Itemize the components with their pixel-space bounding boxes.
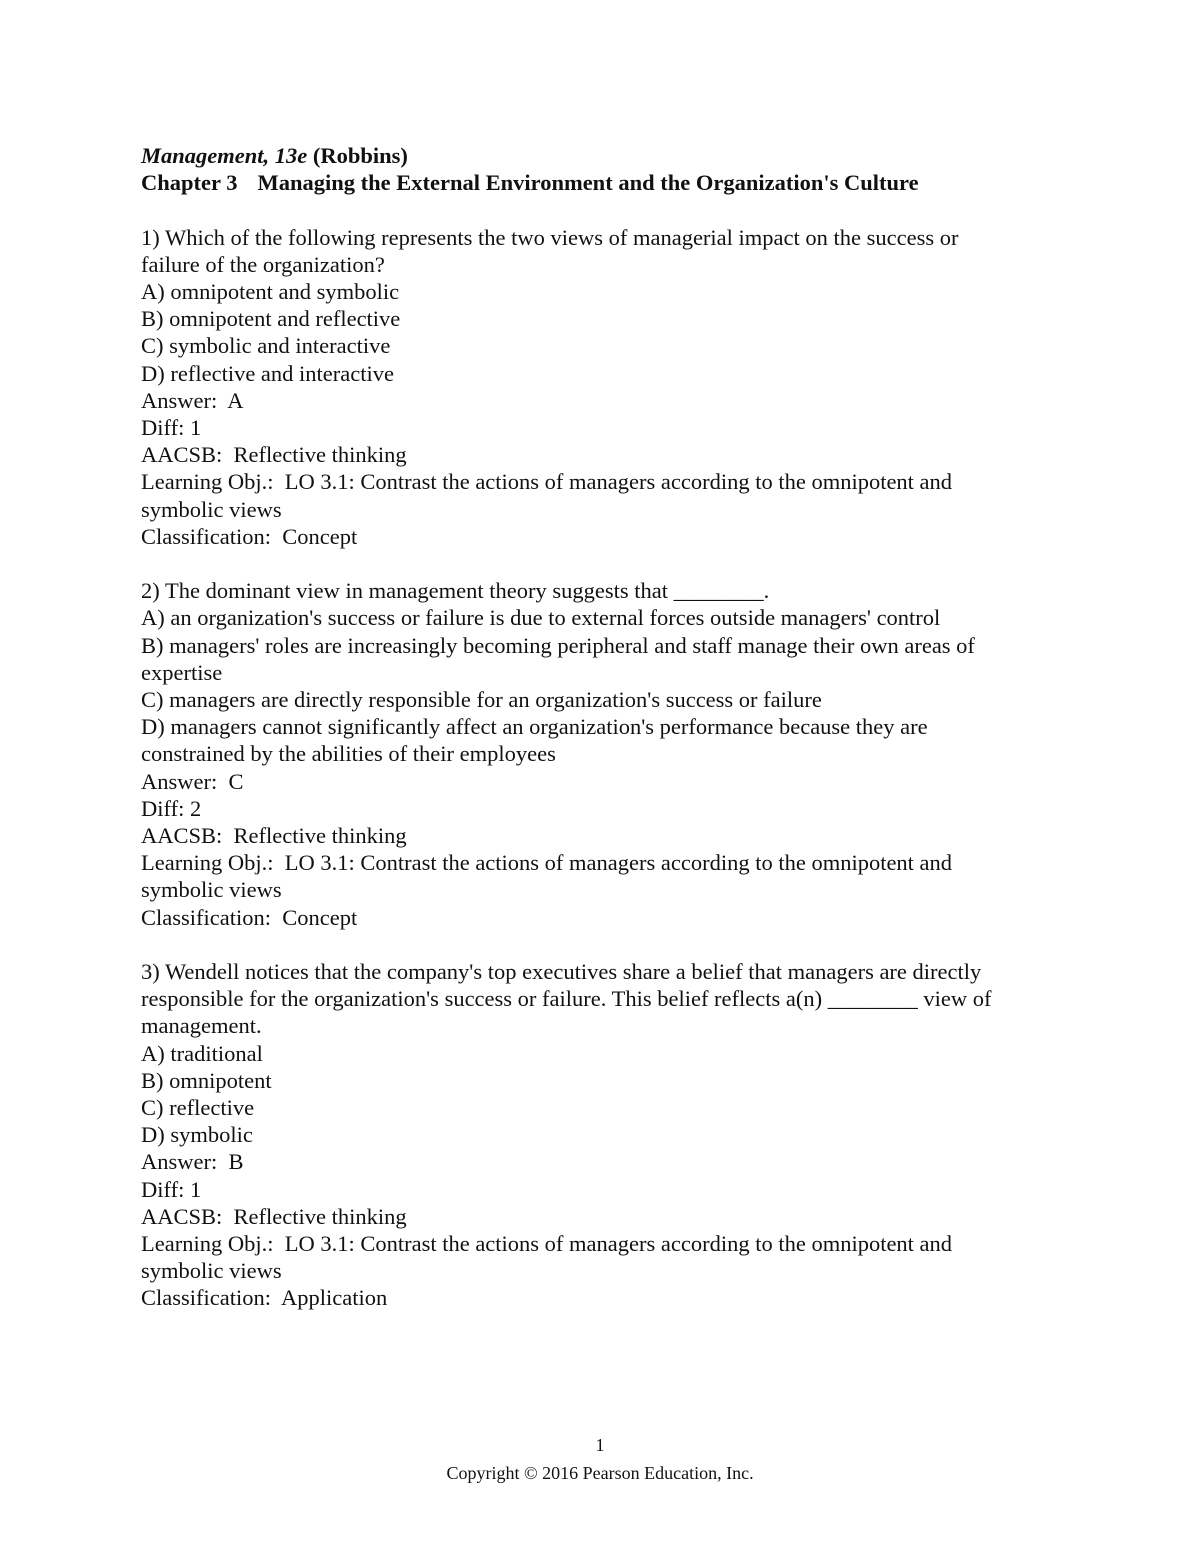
correct-answer: Answer: C — [141, 768, 244, 794]
book-title: Management, 13e — [141, 143, 308, 168]
difficulty: Diff: 2 — [141, 795, 202, 821]
answer-option: expertise — [141, 659, 223, 685]
answer-option: A) an organization's success or failure is due to external forces outside managers' control — [141, 605, 941, 631]
classification: Classification: Concept — [141, 904, 358, 930]
question-block — [141, 224, 1061, 550]
answer-option: C) symbolic and interactive — [141, 333, 391, 359]
classification: Classification: Application — [141, 1285, 388, 1311]
question-stem-line: 1) Which of the following represents the two views of managerial impact on the success or — [141, 224, 959, 250]
answer-option: D) symbolic — [141, 1122, 253, 1148]
chapter-heading — [141, 169, 1061, 196]
correct-answer: Answer: A — [141, 387, 244, 413]
learning-objective-line: Learning Obj.: LO 3.1: Contrast the actions of managers according to the omnipotent and — [141, 469, 953, 495]
answer-option: B) omnipotent — [141, 1067, 272, 1093]
correct-answer: Answer: B — [141, 1149, 244, 1175]
answer-option: A) traditional — [141, 1040, 263, 1066]
answer-option: constrained by the abilities of their employees — [141, 741, 556, 767]
aacsb-tag: AACSB: Reflective thinking — [141, 823, 407, 849]
question-block — [141, 958, 1061, 1312]
copyright-notice: Copyright © 2016 Pearson Education, Inc. — [446, 1463, 754, 1483]
answer-option: D) reflective and interactive — [141, 360, 394, 386]
question-stem-line: 2) The dominant view in management theory suggests that ________. — [141, 578, 770, 604]
spacer — [141, 550, 1061, 577]
page-number: 1 — [595, 1435, 605, 1455]
question-stem-line: failure of the organization? — [141, 251, 385, 277]
learning-objective-line: Learning Obj.: LO 3.1: Contrast the actions of managers according to the omnipotent and — [141, 850, 953, 876]
spacer — [141, 931, 1061, 958]
answer-option: B) managers' roles are increasingly becoming peripheral and staff manage their own areas of — [141, 632, 975, 658]
difficulty: Diff: 1 — [141, 1176, 202, 1202]
spacer — [141, 196, 1061, 223]
chapter-title: Managing the External Environment and the Organization's Culture — [257, 170, 919, 196]
answer-option: A) omnipotent and symbolic — [141, 279, 400, 304]
question-block — [141, 577, 1061, 931]
answer-option: B) omnipotent and reflective — [141, 306, 401, 332]
answer-option: C) managers are directly responsible for an organization's success or failure — [141, 687, 822, 713]
answer-option: C) reflective — [141, 1095, 255, 1121]
learning-objective-line: symbolic views — [141, 877, 282, 903]
chapter-label: Chapter 3 — [141, 170, 238, 196]
learning-objective-line: symbolic views — [141, 496, 282, 522]
difficulty: Diff: 1 — [141, 415, 202, 441]
page-content — [141, 142, 1061, 1312]
learning-objective-line: symbolic views — [141, 1258, 282, 1284]
learning-objective-line: Learning Obj.: LO 3.1: Contrast the actions of managers according to the omnipotent and — [141, 1231, 953, 1257]
book-author: (Robbins) — [307, 143, 408, 168]
question-stem-line: management. — [141, 1013, 262, 1039]
book-title-line — [141, 142, 1061, 169]
classification: Classification: Concept — [141, 523, 358, 549]
answer-option: D) managers cannot significantly affect an organization's performance because they are — [141, 714, 928, 740]
question-stem-line: responsible for the organization's success or failure. This belief reflects a(n) ________ view of — [141, 986, 992, 1012]
aacsb-tag: AACSB: Reflective thinking — [141, 1203, 407, 1229]
question-stem-line: 3) Wendell notices that the company's top executives share a belief that managers are directly — [141, 959, 982, 985]
aacsb-tag: AACSB: Reflective thinking — [141, 442, 407, 468]
